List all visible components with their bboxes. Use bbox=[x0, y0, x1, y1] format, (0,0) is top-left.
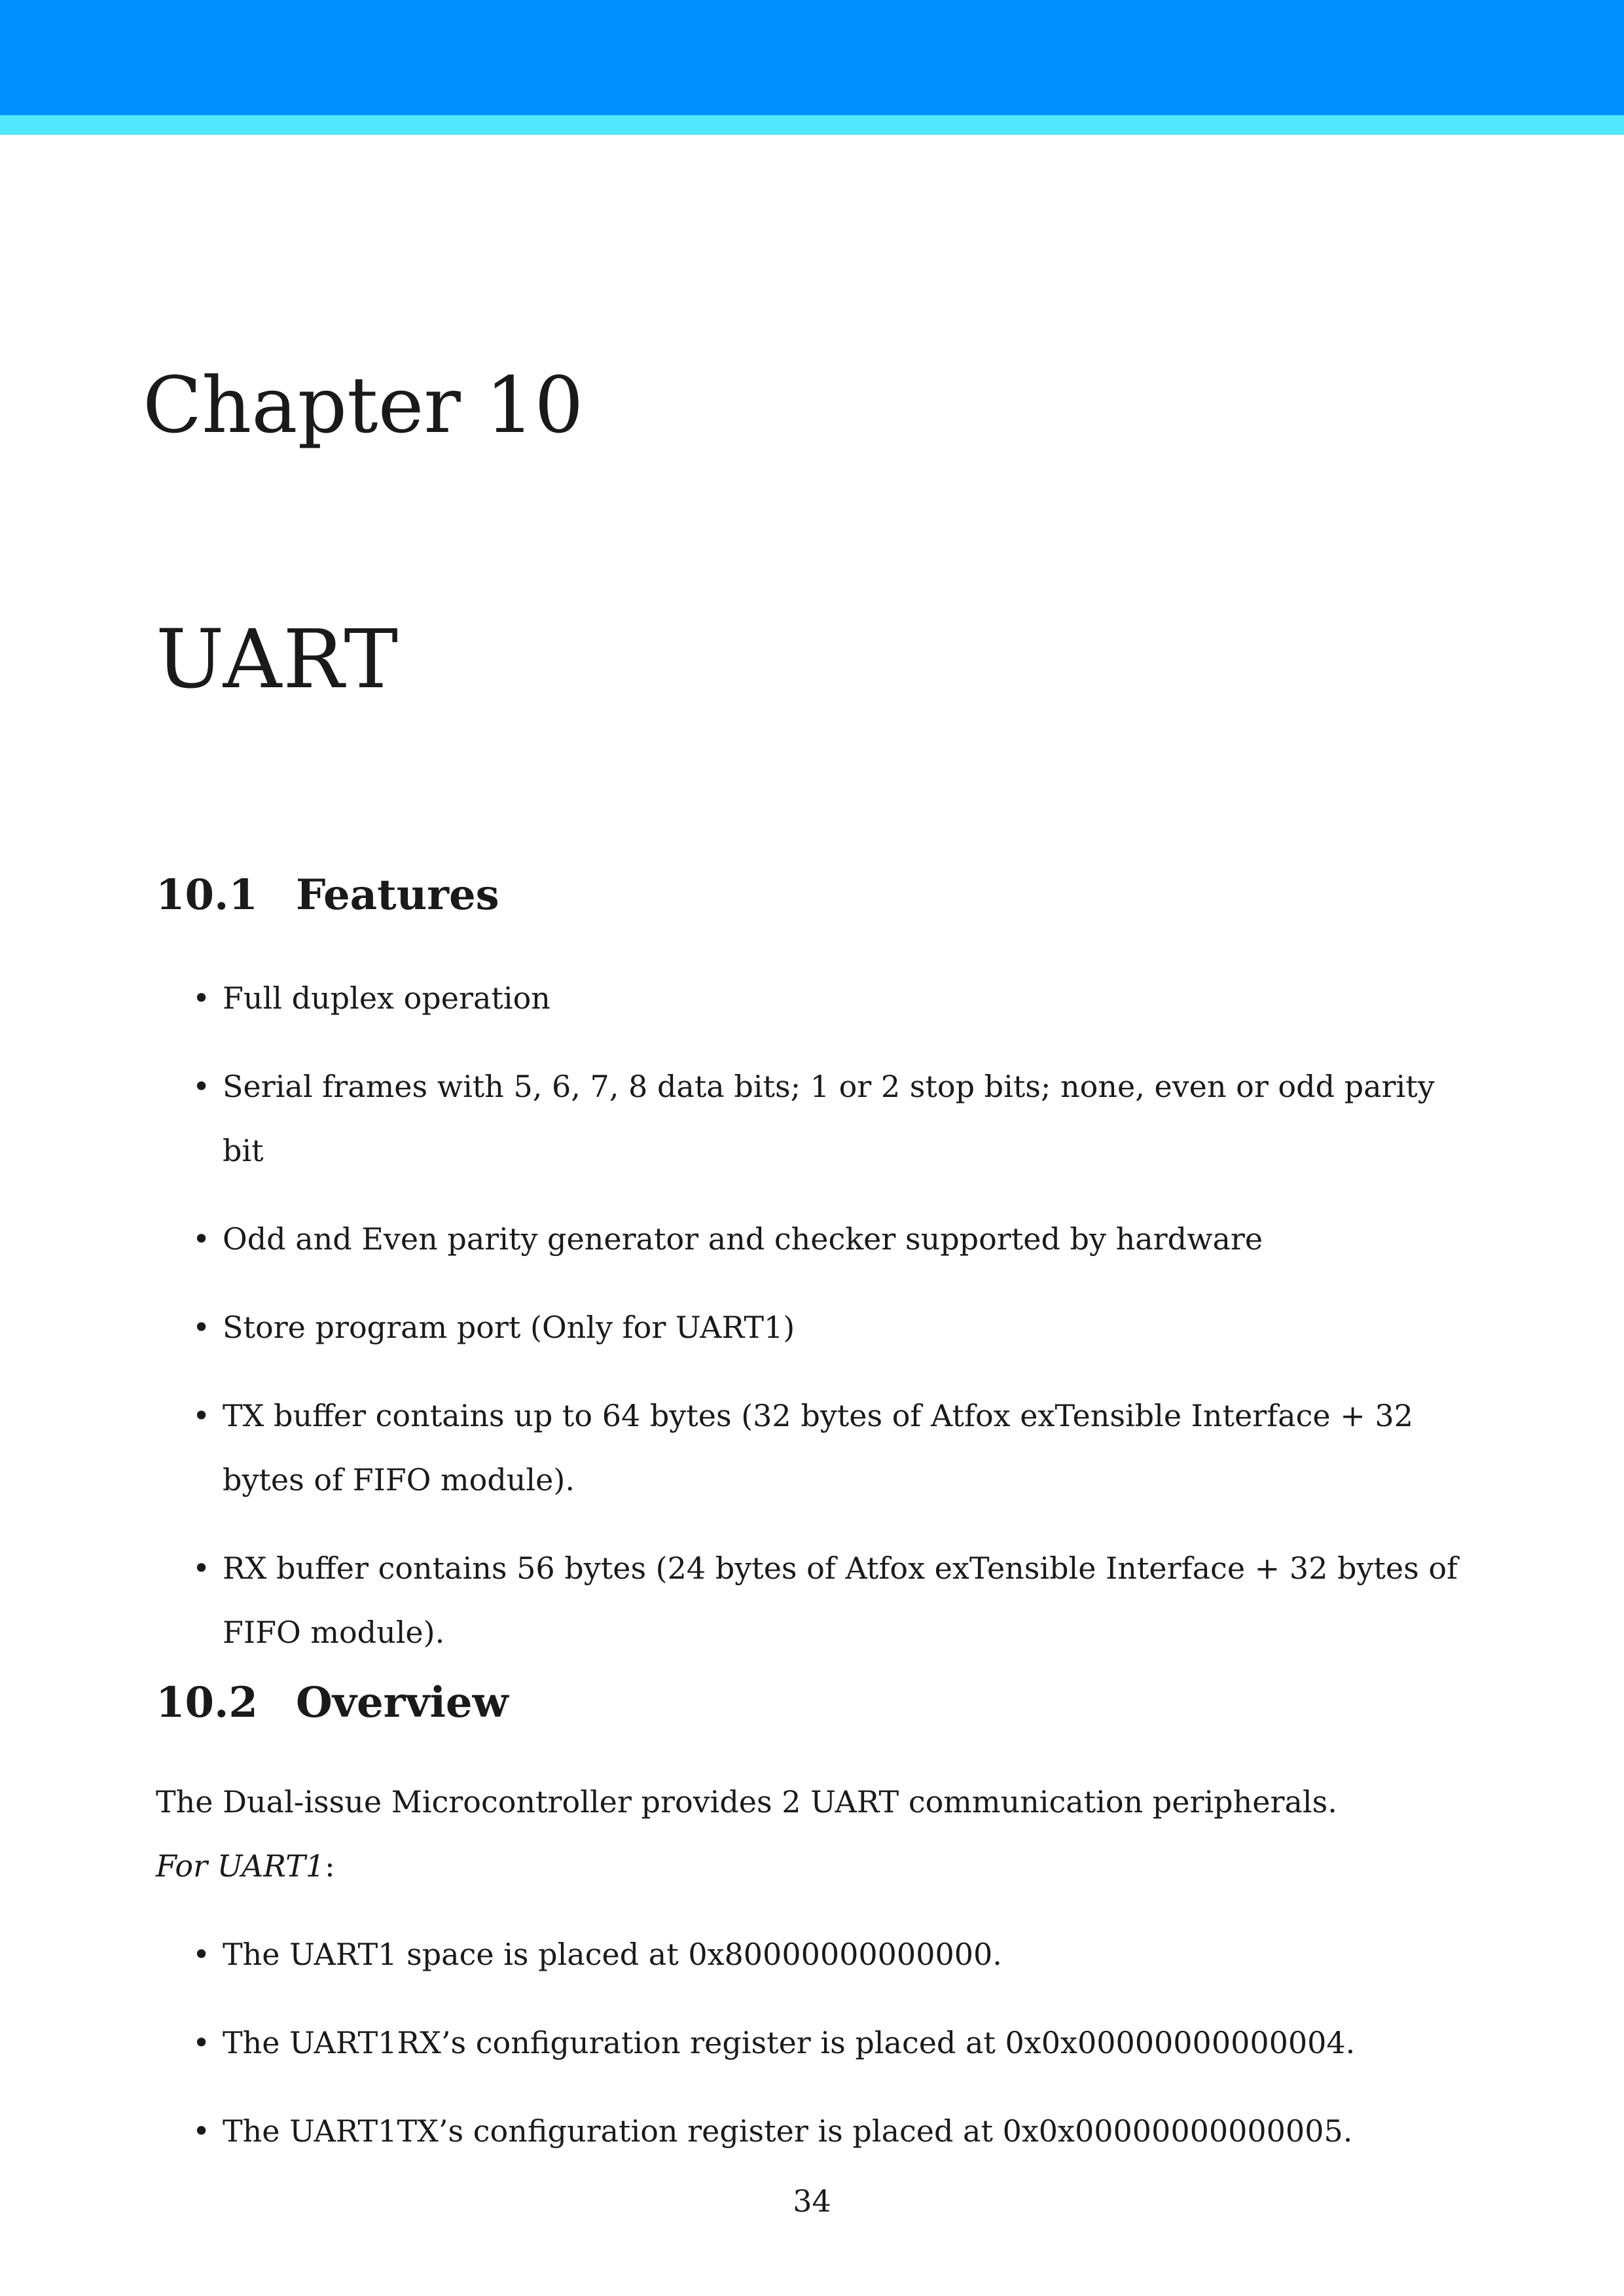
uart1-subheading-colon: : bbox=[325, 1848, 335, 1884]
bullet-icon: • bbox=[192, 1221, 211, 1257]
bullet-icon: • bbox=[192, 1551, 211, 1586]
bullet-icon: • bbox=[192, 1310, 211, 1345]
list-item bbox=[0, 2011, 1479, 2075]
list-item bbox=[0, 966, 1479, 1030]
uart1-list bbox=[0, 1922, 1479, 2187]
list-item bbox=[0, 1536, 1479, 1664]
list-item bbox=[0, 1207, 1479, 1271]
list-item bbox=[0, 2099, 1479, 2163]
list-item-text: Store program port (Only for UART1) bbox=[223, 1310, 795, 1345]
features-list bbox=[0, 966, 1479, 1689]
section-title: Features bbox=[296, 870, 499, 920]
chapter-title: UART bbox=[156, 613, 400, 707]
section-title: Overview bbox=[296, 1678, 509, 1727]
section-number: 10.1 bbox=[156, 870, 258, 920]
list-item-text: The UART1RX’s configuration register is placed at 0x0x00000000000004. bbox=[223, 2025, 1356, 2060]
list-item-text: The UART1 space is placed at 0x80000000000000. bbox=[223, 1937, 1002, 1972]
header-stripe bbox=[0, 115, 1624, 135]
list-item bbox=[0, 1054, 1479, 1183]
bullet-icon: • bbox=[192, 2025, 211, 2060]
section-heading-overview bbox=[156, 1678, 509, 1727]
bullet-icon: • bbox=[192, 980, 211, 1016]
chapter-label: Chapter 10 bbox=[143, 360, 584, 450]
bullet-icon: • bbox=[192, 1069, 211, 1104]
list-item-text: Odd and Even parity generator and checker supported by hardware bbox=[223, 1221, 1263, 1257]
uart1-subheading-text: For UART1 bbox=[156, 1848, 325, 1884]
bullet-icon: • bbox=[192, 1937, 211, 1972]
list-item-text: TX buffer contains up to 64 bytes (32 bytes of Atfox exTensible Interface + 32 bytes of FIFO module). bbox=[223, 1398, 1413, 1498]
overview-intro: The Dual-issue Microcontroller provides 2 UART communication peripherals. bbox=[156, 1784, 1337, 1820]
list-item bbox=[0, 1295, 1479, 1359]
page-number: 34 bbox=[793, 2183, 831, 2219]
list-item bbox=[0, 1922, 1479, 1986]
bullet-icon: • bbox=[192, 1398, 211, 1433]
bullet-icon: • bbox=[192, 2113, 211, 2149]
list-item-text: Full duplex operation bbox=[223, 980, 550, 1016]
header-band bbox=[0, 0, 1624, 115]
section-heading-features bbox=[156, 870, 499, 920]
list-item bbox=[0, 1384, 1479, 1512]
list-item-text: The UART1TX’s configuration register is placed at 0x0x00000000000005. bbox=[223, 2113, 1353, 2149]
section-number: 10.2 bbox=[156, 1678, 258, 1727]
list-item-text: RX buffer contains 56 bytes (24 bytes of Atfox exTensible Interface + 32 bytes of FIFO module). bbox=[223, 1551, 1458, 1650]
uart1-subheading bbox=[156, 1848, 335, 1884]
list-item-text: Serial frames with 5, 6, 7, 8 data bits; 1 or 2 stop bits; none, even or odd parity bit bbox=[223, 1069, 1435, 1168]
